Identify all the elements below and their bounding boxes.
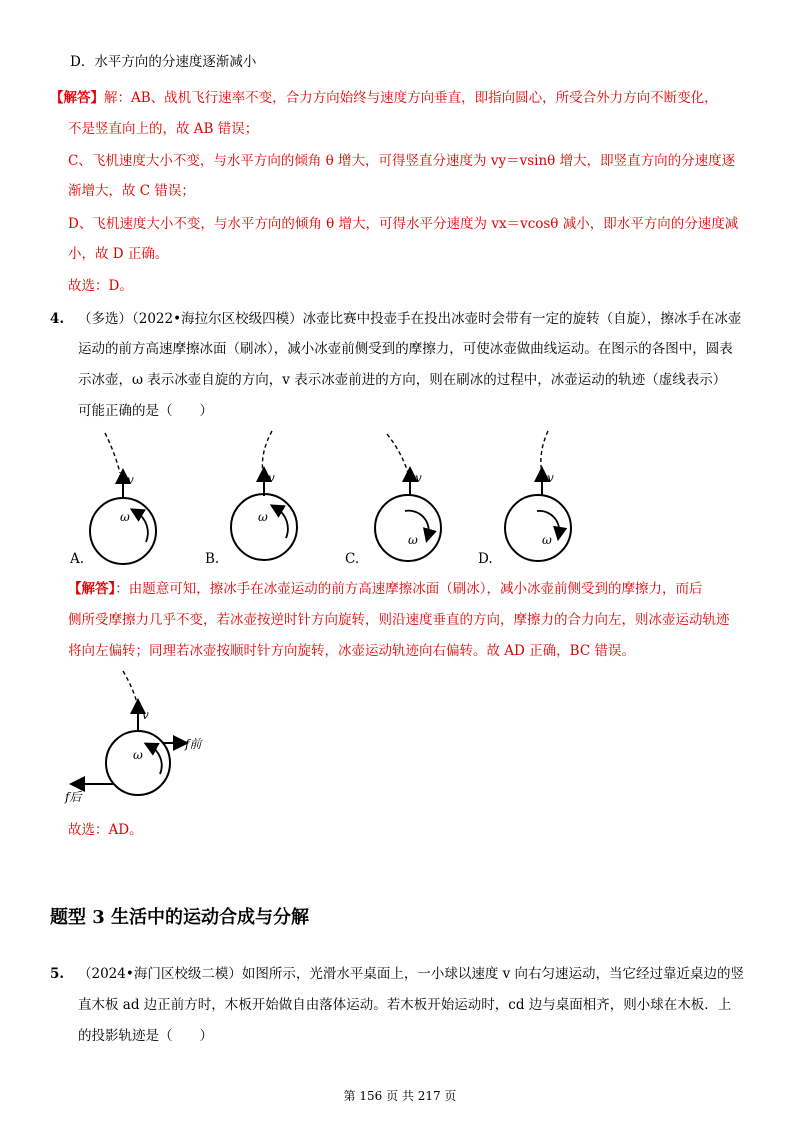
q4-answer-line-2: 侧所受摩擦力几乎不变，若冰壶按逆时针方向旋转，则沿速度垂直的方向，摩擦力的合力向左，则冰壶运动轨迹 (68, 612, 730, 628)
option-c-diagram (375, 434, 441, 561)
answer-tag: 【解答】 (68, 581, 116, 597)
option-d-text: D．水平方向的分速度逐渐减小 (70, 54, 257, 70)
q5-line-2: 直木板 ad 边正前方时，木板开始做自由落体运动。若木板开始运动时，cd 边与桌面相齐，则小球在木板．上 (78, 997, 732, 1013)
answer-tag: 【解答】 (50, 90, 104, 106)
answer-line-6: 小，故 D 正确。 (68, 246, 169, 262)
option-a-label: A. (70, 551, 85, 567)
omega-label: ω (133, 748, 143, 762)
v-label: v (268, 471, 275, 485)
omega-label: ω (542, 533, 552, 547)
omega-label: ω (120, 510, 130, 524)
q4-answer-line-3: 将向左偏转；同理若冰壶按顺时针方向旋转，冰壶运动轨迹向右偏转。故 AD 正确，BC 错误。 (68, 643, 635, 659)
q5-line-1: （2024•海门区校级二模）如图所示，光滑水平桌面上，一小球以速度 v 向右匀速运动，当它经过靠近桌边的竖 (78, 966, 745, 982)
option-b-diagram (231, 431, 297, 560)
v-label: v (415, 471, 422, 485)
question-line-3: 示冰壶，ω 表示冰壶自旋的方向，v 表示冰壶前进的方向，则在刷冰的过程中，冰壶运动的轨迹（虚线表示） (78, 372, 727, 388)
answer-line-1: 【解答】解：AB、战机飞行速率不变，合力方向始终与速度方向垂直，即指向圆心，所受合外力方向不断变化， (50, 90, 718, 106)
v-label: v (547, 471, 554, 485)
question-number: 5. (50, 966, 65, 982)
answer-line-3: C、飞机速度大小不变，与水平方向的倾角 θ 增大，可得竖直分速度为 vy＝vsinθ 增大，即竖直方向的分速度逐 (68, 153, 736, 169)
force-diagram (55, 668, 225, 818)
curling-options-figure (60, 428, 620, 578)
question-line-1: （多选）（2022•海拉尔区校级四模）冰壶比赛中投壶手在投出冰壶时会带有一定的旋转（自旋），擦冰手在冰壶 (78, 311, 742, 327)
q4-answer-choice: 故选：AD。 (68, 822, 143, 838)
answer-line-4: 渐增大，故 C 错误； (68, 183, 195, 199)
answer-line-5: D、飞机速度大小不变，与水平方向的倾角 θ 增大，可得水平分速度为 vx＝vcosθ 减小，即水平方向的分速度减 (68, 216, 739, 232)
section-heading: 题型 3 生活中的运动合成与分解 (50, 907, 310, 928)
question-line-2: 运动的前方高速摩擦冰面（刷冰），减小冰壶前侧受到的摩擦力，可使冰壶做曲线运动。在图示的各图中，圆表 (78, 341, 733, 357)
answer-choice: 故选：D。 (68, 278, 133, 294)
question-number: 4. (50, 311, 65, 327)
q5-line-3: 的投影轨迹是（ ） (78, 1028, 213, 1044)
v-label: v (142, 708, 149, 722)
v-label: v (127, 473, 134, 487)
option-d-label: D. (478, 551, 493, 567)
option-a-diagram (90, 433, 156, 564)
option-b-label: B. (205, 551, 220, 567)
page-footer: 第 156 页 共 217 页 (343, 1089, 457, 1103)
option-c-label: C. (345, 551, 360, 567)
q4-answer-line-1: 【解答】：由题意可知，擦冰手在冰壶运动的前方高速摩擦冰面（刷冰），减小冰壶前侧受到的摩擦力，而后 (68, 581, 703, 597)
f-front-label: f前 (185, 737, 202, 751)
answer-line-2: 不是竖直向上的，故 AB 错误； (68, 121, 259, 137)
question-line-4: 可能正确的是（ ） (78, 403, 213, 419)
f-back-label: f后 (65, 790, 82, 804)
option-d-diagram (505, 431, 571, 561)
omega-label: ω (408, 533, 418, 547)
omega-label: ω (258, 510, 268, 524)
